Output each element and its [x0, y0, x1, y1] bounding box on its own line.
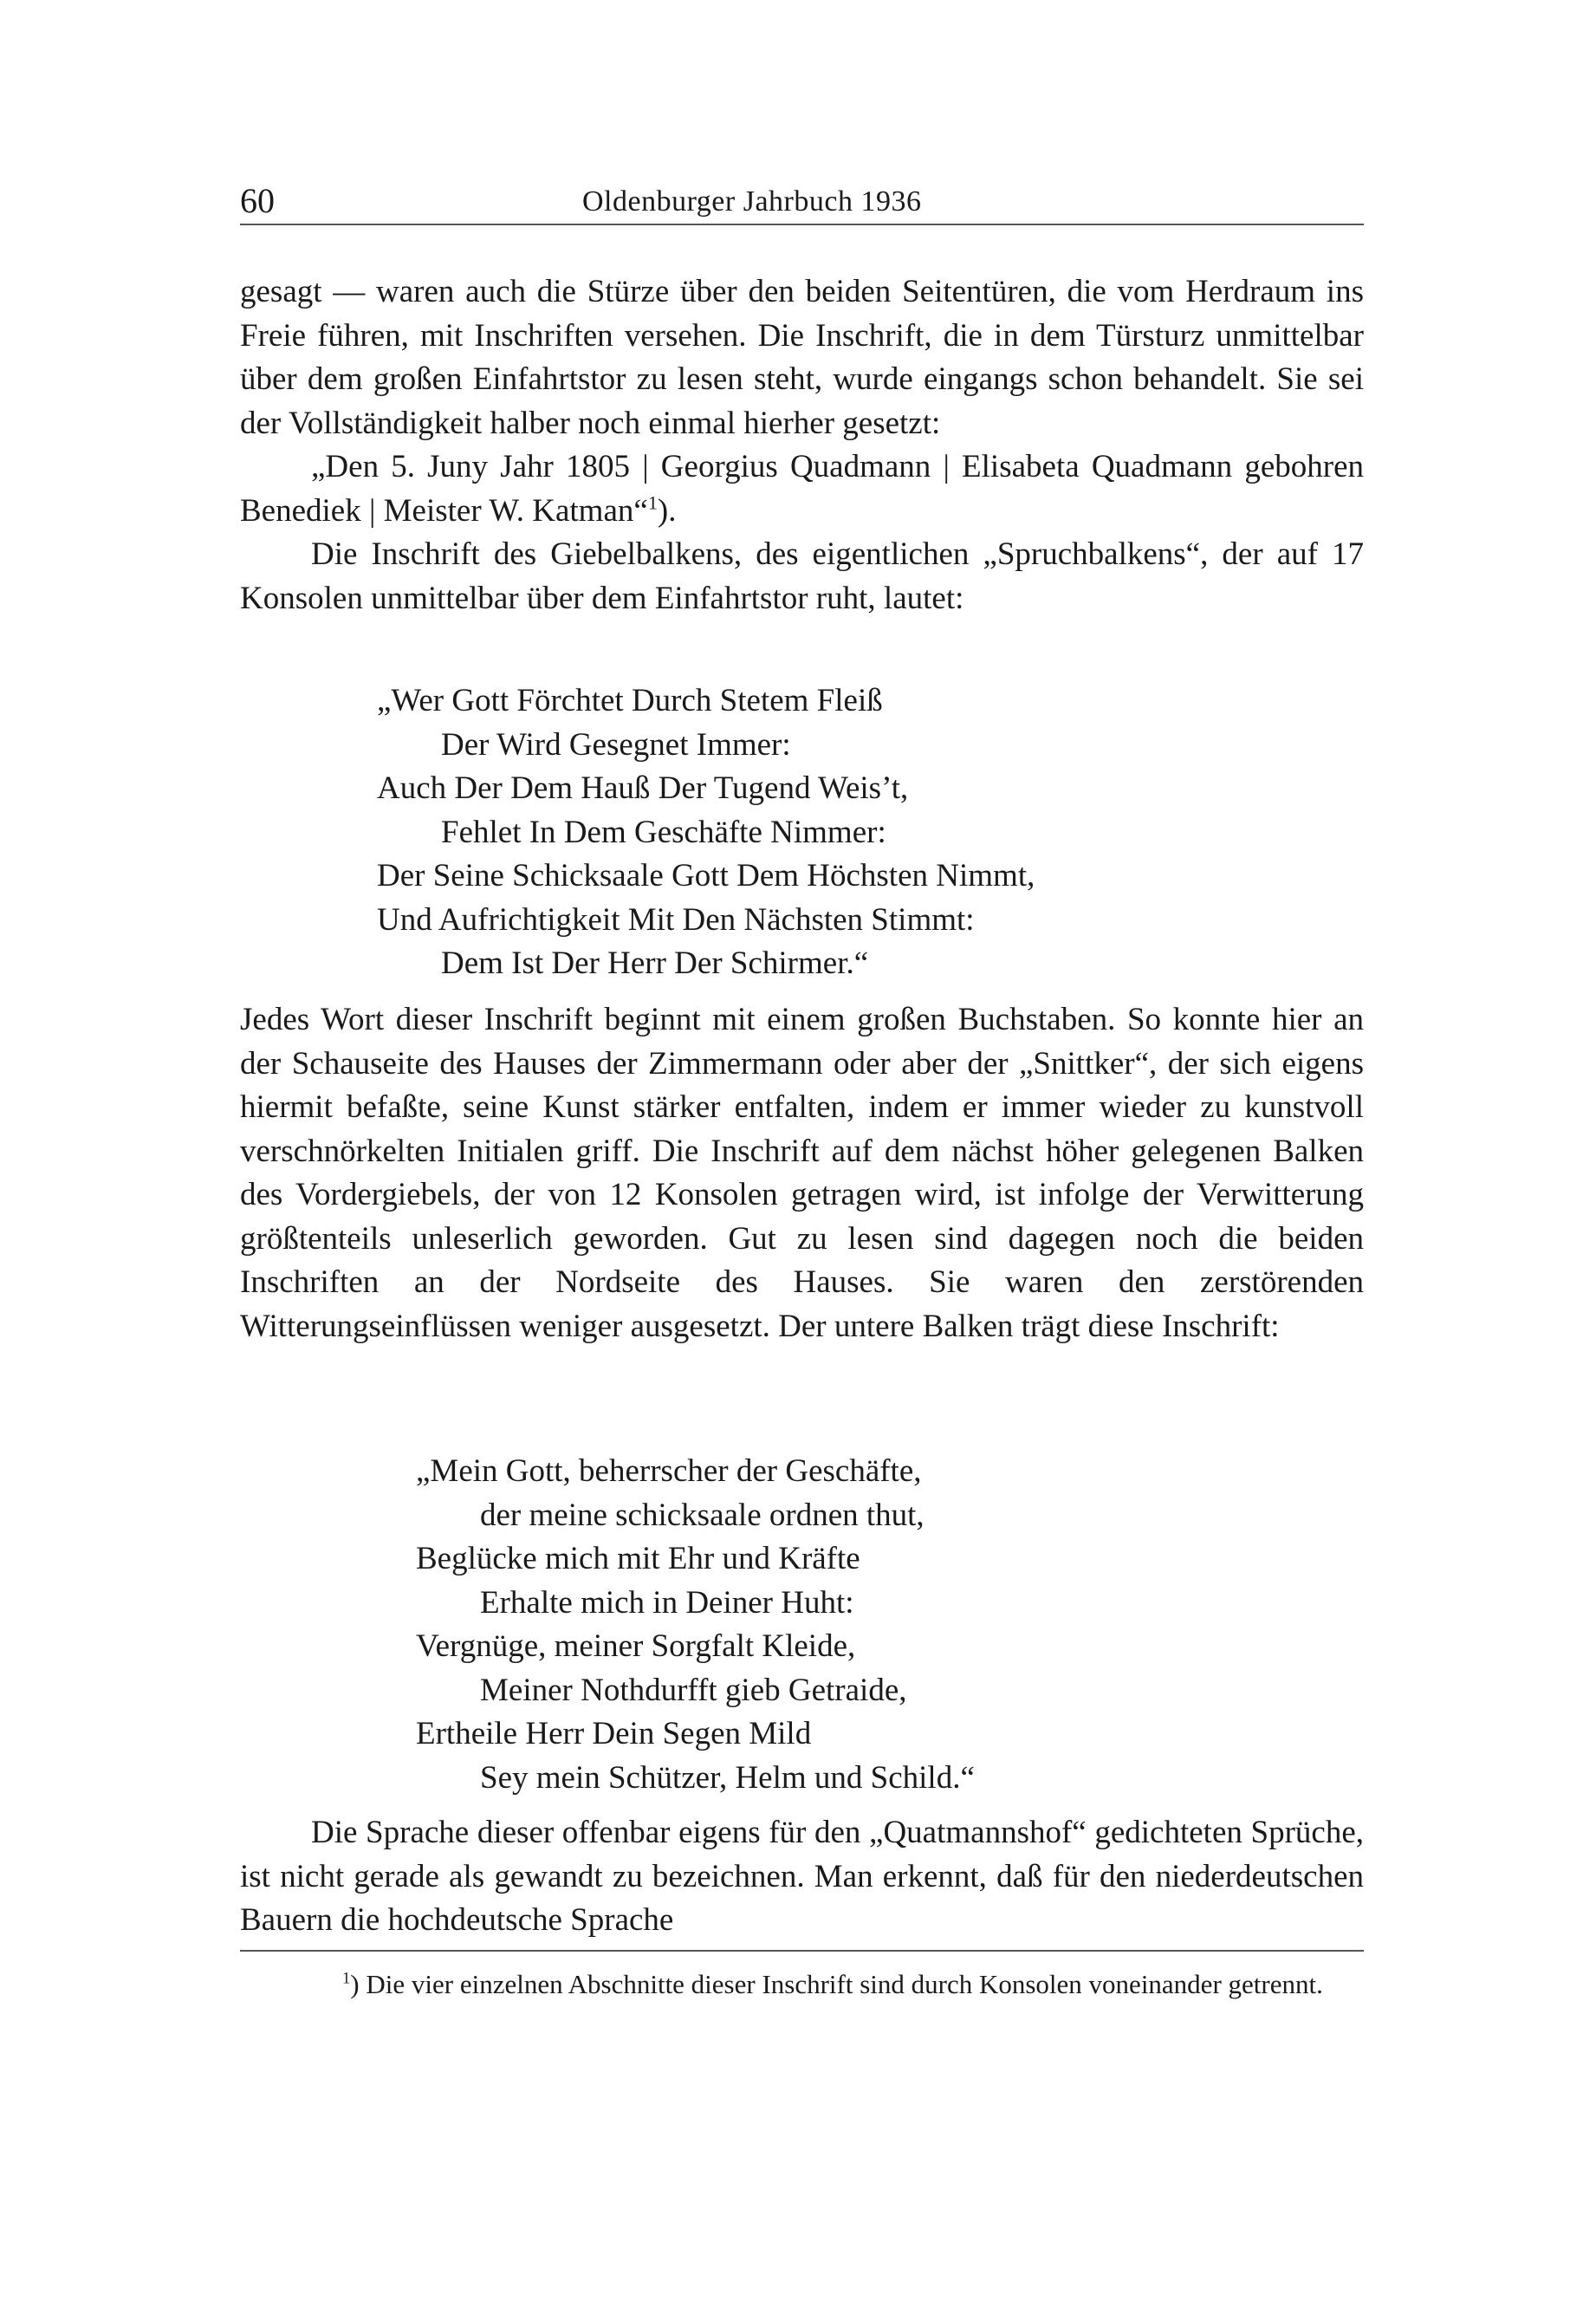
paragraph-2: Die Inschrift des Giebelbalkens, des eigentlichen „Spruchbalkens“, der auf 17 Konsolen unmittelbar über dem Einfahrtstor ruht, lautet:	[240, 536, 1364, 616]
verse-line: Beglücke mich mit Ehr und Kräfte	[416, 1541, 860, 1576]
verse-line: „Mein Gott, beherrscher der Geschäfte,	[416, 1453, 922, 1489]
page-header	[240, 181, 1364, 225]
verse-line: Und Aufrichtigkeit Mit Den Nächsten Stimmt:	[377, 901, 975, 938]
verse-line: Dem Ist Der Herr Der Schirmer.“	[441, 945, 869, 981]
verse-line: „Wer Gott Förchtet Durch Stetem Fleiß	[377, 683, 883, 718]
quote-inscription-1805	[240, 445, 1364, 533]
quote-text: „Den 5. Juny Jahr 1805 | Georgius Quadmann | Elisabeta Quadmann gebohren Benediek | Meister W. Katman“	[240, 449, 1364, 529]
verse-line: Sey mein Schützer, Helm und Schild.“	[480, 1759, 975, 1796]
verse-gable-beam	[377, 679, 1035, 986]
footnote-text: ) Die vier einzelnen Abschnitte dieser Inschrift sind durch Konsolen voneinander getrennt.	[350, 1969, 1323, 1999]
footnote-marker: 1	[342, 1969, 351, 1988]
paragraph-1: gesagt — waren auch die Stürze über den beiden Seitentüren, die vom Herdraum ins Freie führen, mit Inschriften versehen. Die Inschrift, die in dem Türsturz unmittelbar über dem großen Einfahrtstor zu lesen steht, wurde eingangs schon behandelt. Sie sei der Vollständigkeit halber noch einmal hierher gesetzt:	[240, 274, 1364, 441]
verse-line: Erhalte mich in Deiner Huht:	[480, 1584, 854, 1621]
verse-line: Der Seine Schicksaale Gott Dem Höchsten Nimmt,	[377, 858, 1035, 893]
verse-line: Meiner Nothdurfft gieb Getraide,	[480, 1672, 907, 1708]
body-text-middle	[240, 998, 1364, 1348]
verse-line: Auch Der Dem Hauß Der Tugend Weis’t,	[377, 770, 909, 806]
running-title: Oldenburger Jahrbuch 1936	[582, 185, 922, 218]
verse-line: Der Wird Gesegnet Immer:	[441, 726, 791, 763]
verse-line: der meine schicksaale ordnen thut,	[480, 1497, 925, 1533]
footnote-divider	[240, 1950, 1364, 1952]
quote-end: ).	[657, 492, 677, 529]
page-number: 60	[240, 181, 275, 220]
verse-line: Vergnüge, meiner Sorgfalt Kleide,	[416, 1628, 856, 1664]
verse-line: Fehlet In Dem Geschäfte Nimmer:	[441, 814, 886, 850]
body-text-bottom	[240, 1811, 1364, 1943]
paragraph-4: Die Sprache dieser offenbar eigens für den „Quatmannshof“ gedichteten Sprüche, ist nicht gerade als gewandt zu bezeichnen. Man erkennt, daß für den niederdeutschen Bauern die hochdeutsche Sprache	[240, 1815, 1364, 1938]
verse-north-beam	[416, 1450, 975, 1800]
verse-line: Ertheile Herr Dein Segen Mild	[416, 1716, 812, 1751]
footnote	[240, 1965, 1364, 2004]
body-text-top	[240, 270, 1364, 620]
paragraph-3: Jedes Wort dieser Inschrift beginnt mit einem großen Buchstaben. So konnte hier an der Schauseite des Hauses der Zimmermann oder aber der „Snittker“, der sich eigens hiermit befaßte, seine Kunst stärker entfalten, indem er immer wieder zu kunstvoll verschnörkelten Initialen griff. Die Inschrift auf dem nächst höher gelegenen Balken des Vordergiebels, der von 12 Konsolen getragen wird, ist infolge der Verwitterung größtenteils unleserlich geworden. Gut zu lesen sind dagegen noch die beiden Inschriften an der Nordseite des Hauses. Sie waren den zerstörenden Witterungseinflüssen weniger ausgesetzt. Der untere Balken trägt diese Inschrift:	[240, 1002, 1364, 1344]
footnote-ref: 1	[647, 491, 658, 514]
